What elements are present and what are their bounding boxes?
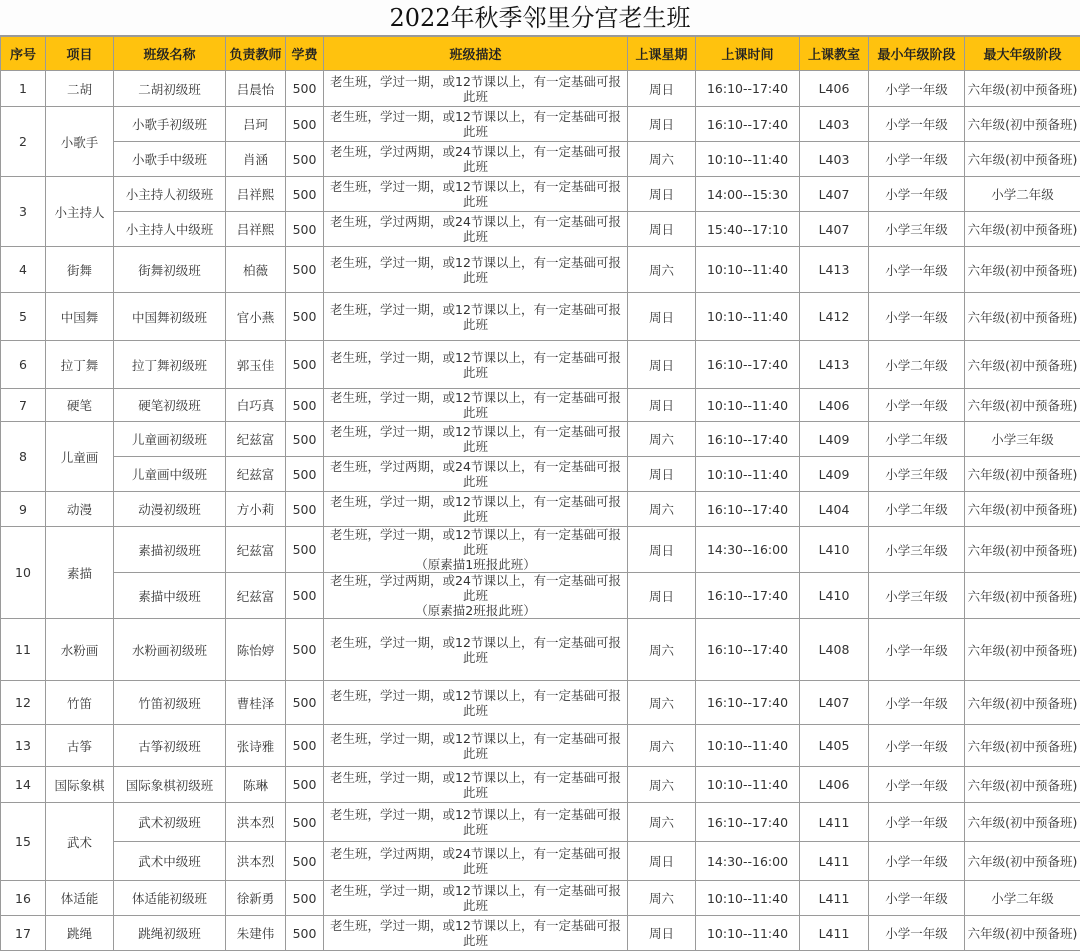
cell-project: 竹笛 — [46, 681, 114, 725]
cell-min-grade: 小学一年级 — [869, 247, 965, 293]
header-project: 项目 — [46, 37, 114, 71]
cell-room: L406 — [800, 389, 869, 422]
cell-description — [324, 247, 628, 293]
cell-project: 中国舞 — [46, 293, 114, 341]
cell-class-name: 小歌手中级班 — [114, 142, 226, 177]
header-index: 序号 — [1, 37, 46, 71]
cell-description — [324, 803, 628, 842]
cell-class-name: 街舞初级班 — [114, 247, 226, 293]
cell-teacher: 吕珂 — [226, 107, 286, 142]
cell-weekday: 周六 — [628, 803, 696, 842]
cell-time: 16:10--17:40 — [696, 803, 800, 842]
cell-max-grade: 六年级(初中预备班) — [965, 71, 1080, 107]
cell-class-name: 拉丁舞初级班 — [114, 341, 226, 389]
cell-max-grade: 小学二年级 — [965, 881, 1080, 916]
cell-fee: 500 — [286, 107, 324, 142]
table-body — [1, 71, 1080, 951]
cell-index: 9 — [1, 492, 46, 527]
cell-room: L406 — [800, 71, 869, 107]
cell-index: 11 — [1, 619, 46, 681]
header-teacher: 负责教师 — [226, 37, 286, 71]
cell-time: 10:10--11:40 — [696, 725, 800, 767]
cell-weekday: 周六 — [628, 142, 696, 177]
cell-time: 16:10--17:40 — [696, 573, 800, 619]
cell-description — [324, 341, 628, 389]
cell-class-name: 素描初级班 — [114, 527, 226, 573]
description-text: 老生班，学过一期，或12节课以上，有一定基础可报此班 — [330, 688, 621, 718]
cell-max-grade: 六年级(初中预备班) — [965, 492, 1080, 527]
cell-fee: 500 — [286, 71, 324, 107]
cell-room: L403 — [800, 142, 869, 177]
cell-index: 2 — [1, 107, 46, 177]
cell-time: 14:00--15:30 — [696, 177, 800, 212]
cell-teacher: 洪本烈 — [226, 803, 286, 842]
cell-weekday: 周日 — [628, 71, 696, 107]
cell-class-name: 素描中级班 — [114, 573, 226, 619]
cell-room: L411 — [800, 803, 869, 842]
cell-min-grade: 小学三年级 — [869, 573, 965, 619]
cell-class-name: 儿童画中级班 — [114, 457, 226, 492]
cell-fee: 500 — [286, 142, 324, 177]
table-row — [1, 619, 1080, 681]
cell-time: 14:30--16:00 — [696, 527, 800, 573]
cell-teacher: 陈琳 — [226, 767, 286, 803]
description-text: 老生班，学过一期，或12节课以上，有一定基础可报此班 — [330, 424, 621, 454]
cell-fee: 500 — [286, 881, 324, 916]
cell-weekday: 周日 — [628, 341, 696, 389]
header-max-grade: 最大年级阶段 — [965, 37, 1080, 71]
cell-weekday: 周六 — [628, 247, 696, 293]
cell-description — [324, 681, 628, 725]
cell-time: 10:10--11:40 — [696, 389, 800, 422]
cell-project: 二胡 — [46, 71, 114, 107]
cell-class-name: 跳绳初级班 — [114, 916, 226, 951]
cell-description — [324, 71, 628, 107]
cell-time: 10:10--11:40 — [696, 142, 800, 177]
cell-index: 5 — [1, 293, 46, 341]
cell-project: 古筝 — [46, 725, 114, 767]
cell-project: 硬笔 — [46, 389, 114, 422]
cell-min-grade: 小学一年级 — [869, 107, 965, 142]
cell-description — [324, 725, 628, 767]
cell-min-grade: 小学一年级 — [869, 177, 965, 212]
cell-project: 街舞 — [46, 247, 114, 293]
page-title: 2022年秋季邻里分宫老生班 — [0, 0, 1080, 36]
cell-max-grade: 六年级(初中预备班) — [965, 341, 1080, 389]
cell-class-name: 武术初级班 — [114, 803, 226, 842]
cell-room: L407 — [800, 681, 869, 725]
cell-description — [324, 619, 628, 681]
cell-room: L405 — [800, 725, 869, 767]
cell-min-grade: 小学一年级 — [869, 803, 965, 842]
cell-index: 17 — [1, 916, 46, 951]
cell-max-grade: 六年级(初中预备班) — [965, 619, 1080, 681]
cell-min-grade: 小学一年级 — [869, 619, 965, 681]
cell-description — [324, 293, 628, 341]
description-text: 老生班，学过一期，或12节课以上，有一定基础可报此班 — [330, 74, 621, 104]
cell-min-grade: 小学一年级 — [869, 142, 965, 177]
cell-teacher: 张诗雅 — [226, 725, 286, 767]
cell-time: 14:30--16:00 — [696, 842, 800, 881]
cell-fee: 500 — [286, 725, 324, 767]
cell-min-grade: 小学一年级 — [869, 71, 965, 107]
cell-weekday: 周六 — [628, 619, 696, 681]
description-text: 老生班，学过一期，或12节课以上，有一定基础可报此班 — [330, 302, 621, 332]
cell-max-grade: 六年级(初中预备班) — [965, 389, 1080, 422]
cell-time: 16:10--17:40 — [696, 492, 800, 527]
cell-description — [324, 422, 628, 457]
cell-time: 16:10--17:40 — [696, 71, 800, 107]
cell-teacher: 曹桂泽 — [226, 681, 286, 725]
table-row — [1, 177, 1080, 212]
cell-max-grade: 小学二年级 — [965, 177, 1080, 212]
cell-project: 跳绳 — [46, 916, 114, 951]
header-weekday: 上课星期 — [628, 37, 696, 71]
cell-project: 拉丁舞 — [46, 341, 114, 389]
cell-max-grade: 六年级(初中预备班) — [965, 212, 1080, 247]
cell-fee: 500 — [286, 422, 324, 457]
cell-class-name: 儿童画初级班 — [114, 422, 226, 457]
cell-description — [324, 767, 628, 803]
cell-weekday: 周日 — [628, 389, 696, 422]
description-text: 老生班，学过一期，或12节课以上，有一定基础可报此班 — [330, 918, 621, 948]
cell-teacher: 白巧真 — [226, 389, 286, 422]
description-text: 老生班，学过一期，或12节课以上，有一定基础可报此班 — [330, 255, 621, 285]
cell-min-grade: 小学二年级 — [869, 422, 965, 457]
table-row — [1, 422, 1080, 457]
cell-max-grade: 六年级(初中预备班) — [965, 107, 1080, 142]
cell-teacher: 陈怡婷 — [226, 619, 286, 681]
cell-room: L409 — [800, 422, 869, 457]
cell-fee: 500 — [286, 457, 324, 492]
cell-room: L411 — [800, 881, 869, 916]
cell-index: 8 — [1, 422, 46, 492]
header-description: 班级描述 — [324, 37, 628, 71]
cell-time: 16:10--17:40 — [696, 341, 800, 389]
cell-project: 水粉画 — [46, 619, 114, 681]
cell-min-grade: 小学二年级 — [869, 341, 965, 389]
cell-time: 10:10--11:40 — [696, 767, 800, 803]
cell-room: L409 — [800, 457, 869, 492]
cell-room: L407 — [800, 212, 869, 247]
table-row — [1, 389, 1080, 422]
cell-fee: 500 — [286, 492, 324, 527]
cell-teacher: 朱建伟 — [226, 916, 286, 951]
cell-fee: 500 — [286, 803, 324, 842]
table-row — [1, 71, 1080, 107]
cell-fee: 500 — [286, 341, 324, 389]
cell-class-name: 小主持人中级班 — [114, 212, 226, 247]
table-row — [1, 881, 1080, 916]
cell-teacher: 吕晨怡 — [226, 71, 286, 107]
table-row — [1, 681, 1080, 725]
header-fee: 学费 — [286, 37, 324, 71]
cell-min-grade: 小学一年级 — [869, 681, 965, 725]
cell-time: 10:10--11:40 — [696, 293, 800, 341]
description-text: 老生班，学过一期，或12节课以上，有一定基础可报此班 — [330, 350, 621, 380]
cell-project: 儿童画 — [46, 422, 114, 492]
cell-class-name: 小歌手初级班 — [114, 107, 226, 142]
table-row — [1, 573, 1080, 619]
cell-index: 7 — [1, 389, 46, 422]
table-row — [1, 725, 1080, 767]
cell-room: L411 — [800, 916, 869, 951]
cell-index: 15 — [1, 803, 46, 881]
cell-teacher: 纪兹富 — [226, 422, 286, 457]
cell-time: 16:10--17:40 — [696, 619, 800, 681]
cell-time: 15:40--17:10 — [696, 212, 800, 247]
cell-project: 小主持人 — [46, 177, 114, 247]
cell-max-grade: 六年级(初中预备班) — [965, 527, 1080, 573]
cell-room: L410 — [800, 573, 869, 619]
cell-weekday: 周六 — [628, 725, 696, 767]
cell-fee: 500 — [286, 767, 324, 803]
cell-weekday: 周日 — [628, 573, 696, 619]
cell-time: 10:10--11:40 — [696, 457, 800, 492]
cell-class-name: 中国舞初级班 — [114, 293, 226, 341]
cell-class-name: 水粉画初级班 — [114, 619, 226, 681]
cell-weekday: 周日 — [628, 107, 696, 142]
cell-fee: 500 — [286, 177, 324, 212]
table-row — [1, 293, 1080, 341]
cell-project: 素描 — [46, 527, 114, 619]
cell-project: 小歌手 — [46, 107, 114, 177]
cell-teacher: 官小燕 — [226, 293, 286, 341]
cell-room: L411 — [800, 842, 869, 881]
cell-weekday: 周六 — [628, 767, 696, 803]
cell-teacher: 纪兹富 — [226, 527, 286, 573]
cell-max-grade: 六年级(初中预备班) — [965, 573, 1080, 619]
cell-min-grade: 小学二年级 — [869, 492, 965, 527]
cell-min-grade: 小学一年级 — [869, 293, 965, 341]
cell-project: 武术 — [46, 803, 114, 881]
cell-min-grade: 小学一年级 — [869, 725, 965, 767]
description-text: 老生班，学过两期，或24节课以上，有一定基础可报此班 — [330, 144, 621, 174]
description-text: 老生班，学过一期，或12节课以上，有一定基础可报此班 — [330, 635, 621, 665]
cell-weekday: 周日 — [628, 293, 696, 341]
cell-room: L406 — [800, 767, 869, 803]
table-row — [1, 107, 1080, 142]
cell-class-name: 国际象棋初级班 — [114, 767, 226, 803]
cell-class-name: 小主持人初级班 — [114, 177, 226, 212]
cell-time: 16:10--17:40 — [696, 107, 800, 142]
cell-class-name: 二胡初级班 — [114, 71, 226, 107]
header-room: 上课教室 — [800, 37, 869, 71]
cell-class-name: 硬笔初级班 — [114, 389, 226, 422]
cell-teacher: 吕祥熙 — [226, 212, 286, 247]
cell-time: 10:10--11:40 — [696, 881, 800, 916]
description-text: 老生班，学过两期，或24节课以上，有一定基础可报此班 — [330, 846, 621, 876]
cell-time: 10:10--11:40 — [696, 916, 800, 951]
cell-class-name: 动漫初级班 — [114, 492, 226, 527]
cell-max-grade: 六年级(初中预备班) — [965, 803, 1080, 842]
cell-max-grade: 六年级(初中预备班) — [965, 457, 1080, 492]
cell-index: 1 — [1, 71, 46, 107]
cell-max-grade: 六年级(初中预备班) — [965, 842, 1080, 881]
cell-description — [324, 457, 628, 492]
cell-description — [324, 573, 628, 619]
cell-max-grade: 六年级(初中预备班) — [965, 767, 1080, 803]
cell-teacher: 纪兹富 — [226, 457, 286, 492]
cell-max-grade: 六年级(初中预备班) — [965, 725, 1080, 767]
cell-max-grade: 六年级(初中预备班) — [965, 247, 1080, 293]
table-row — [1, 803, 1080, 842]
cell-min-grade: 小学一年级 — [869, 881, 965, 916]
description-text: 老生班，学过一期，或12节课以上，有一定基础可报此班 — [330, 731, 621, 761]
cell-room: L413 — [800, 247, 869, 293]
cell-description — [324, 142, 628, 177]
cell-teacher: 徐新勇 — [226, 881, 286, 916]
cell-fee: 500 — [286, 619, 324, 681]
cell-fee: 500 — [286, 573, 324, 619]
cell-class-name: 古筝初级班 — [114, 725, 226, 767]
cell-description — [324, 107, 628, 142]
cell-index: 3 — [1, 177, 46, 247]
description-text: 老生班，学过一期，或12节课以上，有一定基础可报此班 — [330, 390, 621, 420]
description-text: 老生班，学过两期，或24节课以上，有一定基础可报此班 — [330, 214, 621, 244]
cell-description — [324, 389, 628, 422]
cell-index: 10 — [1, 527, 46, 619]
header-min-grade: 最小年级阶段 — [869, 37, 965, 71]
cell-room: L408 — [800, 619, 869, 681]
cell-project: 国际象棋 — [46, 767, 114, 803]
cell-weekday: 周六 — [628, 881, 696, 916]
cell-project: 体适能 — [46, 881, 114, 916]
cell-description — [324, 842, 628, 881]
table-row — [1, 842, 1080, 881]
cell-teacher: 纪兹富 — [226, 573, 286, 619]
cell-teacher: 柏薇 — [226, 247, 286, 293]
cell-teacher: 肖涵 — [226, 142, 286, 177]
description-text: 老生班，学过一期，或12节课以上，有一定基础可报此班 — [330, 527, 621, 557]
cell-min-grade: 小学一年级 — [869, 389, 965, 422]
cell-min-grade: 小学一年级 — [869, 842, 965, 881]
header-class-name: 班级名称 — [114, 37, 226, 71]
description-text: 老生班，学过一期，或12节课以上，有一定基础可报此班 — [330, 807, 621, 837]
cell-class-name: 竹笛初级班 — [114, 681, 226, 725]
cell-class-name: 体适能初级班 — [114, 881, 226, 916]
cell-weekday: 周六 — [628, 492, 696, 527]
cell-weekday: 周六 — [628, 422, 696, 457]
description-text: 老生班，学过两期，或24节课以上，有一定基础可报此班 — [330, 573, 621, 603]
cell-index: 14 — [1, 767, 46, 803]
cell-room: L410 — [800, 527, 869, 573]
description-text: 老生班，学过一期，或12节课以上，有一定基础可报此班 — [330, 109, 621, 139]
cell-fee: 500 — [286, 212, 324, 247]
table-row — [1, 341, 1080, 389]
cell-weekday: 周六 — [628, 681, 696, 725]
cell-teacher: 方小莉 — [226, 492, 286, 527]
table-row — [1, 492, 1080, 527]
cell-min-grade: 小学三年级 — [869, 212, 965, 247]
cell-room: L407 — [800, 177, 869, 212]
cell-min-grade: 小学一年级 — [869, 767, 965, 803]
description-text: 老生班，学过两期，或24节课以上，有一定基础可报此班 — [330, 459, 621, 489]
table-row — [1, 767, 1080, 803]
cell-index: 4 — [1, 247, 46, 293]
cell-min-grade: 小学一年级 — [869, 916, 965, 951]
cell-description — [324, 177, 628, 212]
cell-weekday: 周日 — [628, 842, 696, 881]
cell-description — [324, 527, 628, 573]
cell-weekday: 周日 — [628, 457, 696, 492]
cell-index: 13 — [1, 725, 46, 767]
cell-fee: 500 — [286, 527, 324, 573]
cell-fee: 500 — [286, 842, 324, 881]
description-text: 老生班，学过一期，或12节课以上，有一定基础可报此班 — [330, 883, 621, 913]
cell-description — [324, 916, 628, 951]
cell-room: L403 — [800, 107, 869, 142]
description-note: （原素描2班报此班） — [324, 603, 627, 618]
cell-teacher: 洪本烈 — [226, 842, 286, 881]
cell-time: 16:10--17:40 — [696, 681, 800, 725]
cell-description — [324, 212, 628, 247]
cell-index: 12 — [1, 681, 46, 725]
table-row — [1, 527, 1080, 573]
cell-room: L412 — [800, 293, 869, 341]
cell-weekday: 周日 — [628, 212, 696, 247]
cell-fee: 500 — [286, 389, 324, 422]
description-text: 老生班，学过一期，或12节课以上，有一定基础可报此班 — [330, 179, 621, 209]
class-schedule-table — [0, 36, 1080, 951]
cell-weekday: 周日 — [628, 916, 696, 951]
cell-min-grade: 小学三年级 — [869, 457, 965, 492]
description-note: （原素描1班报此班） — [324, 557, 627, 572]
table-row — [1, 247, 1080, 293]
cell-room: L404 — [800, 492, 869, 527]
cell-index: 16 — [1, 881, 46, 916]
cell-weekday: 周日 — [628, 527, 696, 573]
table-row — [1, 142, 1080, 177]
description-text: 老生班，学过一期，或12节课以上，有一定基础可报此班 — [330, 494, 621, 524]
cell-fee: 500 — [286, 293, 324, 341]
cell-project: 动漫 — [46, 492, 114, 527]
cell-teacher: 吕祥熙 — [226, 177, 286, 212]
cell-max-grade: 六年级(初中预备班) — [965, 916, 1080, 951]
cell-time: 10:10--11:40 — [696, 247, 800, 293]
cell-fee: 500 — [286, 247, 324, 293]
table-header-row — [1, 37, 1080, 71]
cell-class-name: 武术中级班 — [114, 842, 226, 881]
cell-max-grade: 六年级(初中预备班) — [965, 681, 1080, 725]
cell-room: L413 — [800, 341, 869, 389]
cell-weekday: 周日 — [628, 177, 696, 212]
description-text: 老生班，学过一期，或12节课以上，有一定基础可报此班 — [330, 770, 621, 800]
cell-max-grade: 六年级(初中预备班) — [965, 142, 1080, 177]
table-row — [1, 916, 1080, 951]
cell-max-grade: 小学三年级 — [965, 422, 1080, 457]
cell-teacher: 郭玉佳 — [226, 341, 286, 389]
table-row — [1, 457, 1080, 492]
table-row — [1, 212, 1080, 247]
cell-max-grade: 六年级(初中预备班) — [965, 293, 1080, 341]
cell-time: 16:10--17:40 — [696, 422, 800, 457]
cell-description — [324, 881, 628, 916]
cell-min-grade: 小学三年级 — [869, 527, 965, 573]
cell-fee: 500 — [286, 916, 324, 951]
cell-fee: 500 — [286, 681, 324, 725]
cell-description — [324, 492, 628, 527]
cell-index: 6 — [1, 341, 46, 389]
header-time: 上课时间 — [696, 37, 800, 71]
